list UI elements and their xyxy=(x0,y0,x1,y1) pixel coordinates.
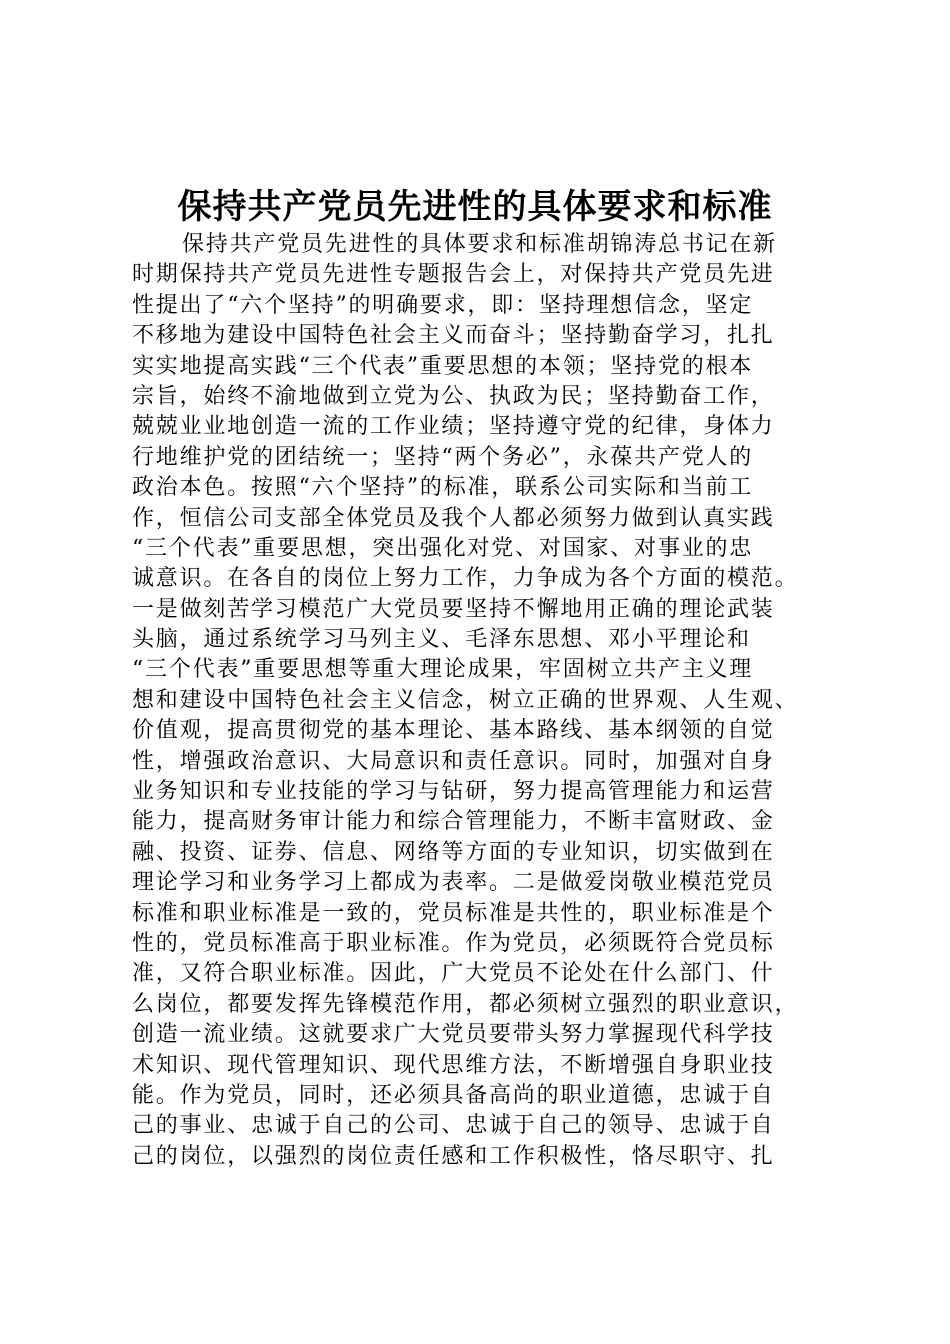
body-text-line: “三个代表”重要思想等重大理论成果，牢固树立共产主义理 xyxy=(132,657,754,683)
body-text-line: 业务知识和专业技能的学习与钻研，努力提高管理能力和运营 xyxy=(132,779,775,805)
body-text-line: 融、投资、证券、信息、网络等方面的专业知识，切实做到在 xyxy=(132,839,775,865)
body-text-line: 头脑，通过系统学习马列主义、毛泽东思想、邓小平理论和 xyxy=(132,627,751,653)
body-text-line: 己的岗位，以强烈的岗位责任感和工作积极性，恪尽职守、扎 xyxy=(132,1143,775,1169)
body-text-line: 诚意识。在各自的岗位上努力工作，力争成为各个方面的模范。 xyxy=(132,566,799,592)
body-text-line: 性提出了“六个坚持”的明确要求，即：坚持理想信念，坚定 xyxy=(132,292,754,318)
body-text-line: 实实地提高实践“三个代表”重要思想的本领；坚持党的根本 xyxy=(132,353,754,379)
body-text-line: 价值观，提高贯彻党的基本理论、基本路线、基本纲领的自觉 xyxy=(132,718,775,744)
body-text-line: 兢兢业业地创造一流的工作业绩；坚持遵守党的纪律，身体力 xyxy=(132,414,775,440)
body-text-line: 理论学习和业务学习上都成为表率。二是做爱岗敬业模范党员 xyxy=(132,870,775,896)
body-text-line: “三个代表”重要思想，突出强化对党、对国家、对事业的忠 xyxy=(132,535,754,561)
body-text-line: 行地维护党的团结统一；坚持“两个务必”，永葆共产党人的 xyxy=(132,444,754,470)
body-text-line: 标准和职业标准是一致的，党员标准是共性的，职业标准是个 xyxy=(132,900,775,926)
body-text-line: 政治本色。按照“六个坚持”的标准，联系公司实际和当前工 xyxy=(132,475,754,501)
body-text-line: 术知识、现代管理知识、现代思维方法，不断增强自身职业技 xyxy=(132,1052,775,1078)
body-text-line: 时期保持共产党员先进性专题报告会上，对保持共产党员先进 xyxy=(132,262,775,288)
document-body xyxy=(132,230,832,1172)
document-title: 保持共产党员先进性的具体要求和标准 xyxy=(177,187,773,227)
body-text-line: 性的，党员标准高于职业标准。作为党员，必须既符合党员标 xyxy=(132,930,775,956)
body-text-line: 一是做刻苦学习模范广大党员要坚持不懈地用正确的理论武装 xyxy=(132,596,775,622)
body-text-line: 准，又符合职业标准。因此，广大党员不论处在什么部门、什 xyxy=(132,961,775,987)
body-text-line: 创造一流业绩。这就要求广大党员要带头努力掌握现代科学技 xyxy=(132,1022,775,1048)
body-text-line: 能力，提高财务审计能力和综合管理能力，不断丰富财政、金 xyxy=(132,809,775,835)
body-text-line: 想和建设中国特色社会主义信念，树立正确的世界观、人生观、 xyxy=(132,687,799,713)
body-text-line: 不移地为建设中国特色社会主义而奋斗；坚持勤奋学习，扎扎 xyxy=(132,323,775,349)
body-text-line: 保持共产党员先进性的具体要求和标准胡锦涛总书记在新 xyxy=(182,232,778,257)
body-text-line: 么岗位，都要发挥先锋模范作用，都必须树立强烈的职业意识， xyxy=(132,991,799,1017)
body-text-line: 作，恒信公司支部全体党员及我个人都必须努力做到认真实践 xyxy=(132,505,775,531)
body-text-line: 性，增强政治意识、大局意识和责任意识。同时，加强对自身 xyxy=(132,748,775,774)
body-text-line: 能。作为党员，同时，还必须具备高尚的职业道德，忠诚于自 xyxy=(132,1082,775,1108)
body-text-line: 己的事业、忠诚于自己的公司、忠诚于自己的领导、忠诚于自 xyxy=(132,1113,775,1139)
body-text-line: 宗旨，始终不渝地做到立党为公、执政为民；坚持勤奋工作， xyxy=(132,383,775,409)
